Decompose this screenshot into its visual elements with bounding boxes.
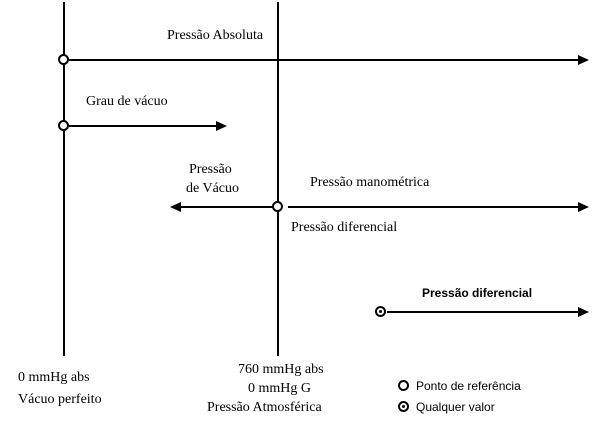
vacuum-degree-label: Grau de vácuo: [86, 94, 168, 109]
axis-middle-caption-line3: Pressão Atmosférica: [207, 400, 322, 415]
gauge-pressure-line: [288, 206, 582, 208]
axis-left-caption-line1: 0 mmHg abs: [18, 370, 90, 385]
gauge-pressure-label: Pressão manométrica: [310, 175, 430, 190]
differential-pressure-arrowhead-icon: [578, 307, 589, 317]
vacuum-degree-line: [69, 125, 220, 127]
differential-pressure-small-label: Pressão diferencial: [422, 286, 533, 300]
vacuum-pressure-label-line2: de Vácuo: [186, 181, 239, 196]
axis-middle-caption-line2: 0 mmHg G: [248, 381, 311, 396]
gauge-pressure-arrowhead-icon: [578, 202, 589, 212]
axis-left-caption-line2: Vácuo perfeito: [18, 392, 102, 407]
differential-pressure-label: Pressão diferencial: [291, 220, 398, 235]
legend-label-reference-point: Ponto de referência: [416, 379, 521, 393]
gauge-pressure-origin-node-icon: [272, 201, 283, 212]
legend-circle-dot-icon: [398, 401, 409, 412]
axis-middle-vertical-line: [277, 2, 279, 356]
legend-circle-open-icon: [398, 380, 409, 391]
absolute-pressure-label: Pressão Absoluta: [167, 28, 264, 43]
axis-middle-caption-line1: 760 mmHg abs: [238, 362, 324, 377]
vacuum-pressure-line: [180, 206, 278, 208]
absolute-pressure-origin-node-icon: [58, 54, 69, 65]
vacuum-degree-origin-node-icon: [58, 120, 69, 131]
legend-label-any-value: Qualquer valor: [416, 400, 495, 414]
absolute-pressure-arrowhead-icon: [578, 55, 589, 65]
absolute-pressure-line: [69, 59, 582, 61]
differential-pressure-origin-node-icon: [375, 306, 386, 317]
vacuum-pressure-arrowhead-icon: [170, 202, 181, 212]
differential-pressure-line: [387, 311, 582, 313]
vacuum-pressure-label-line1: Pressão: [189, 162, 232, 177]
vacuum-degree-arrowhead-icon: [216, 121, 227, 131]
